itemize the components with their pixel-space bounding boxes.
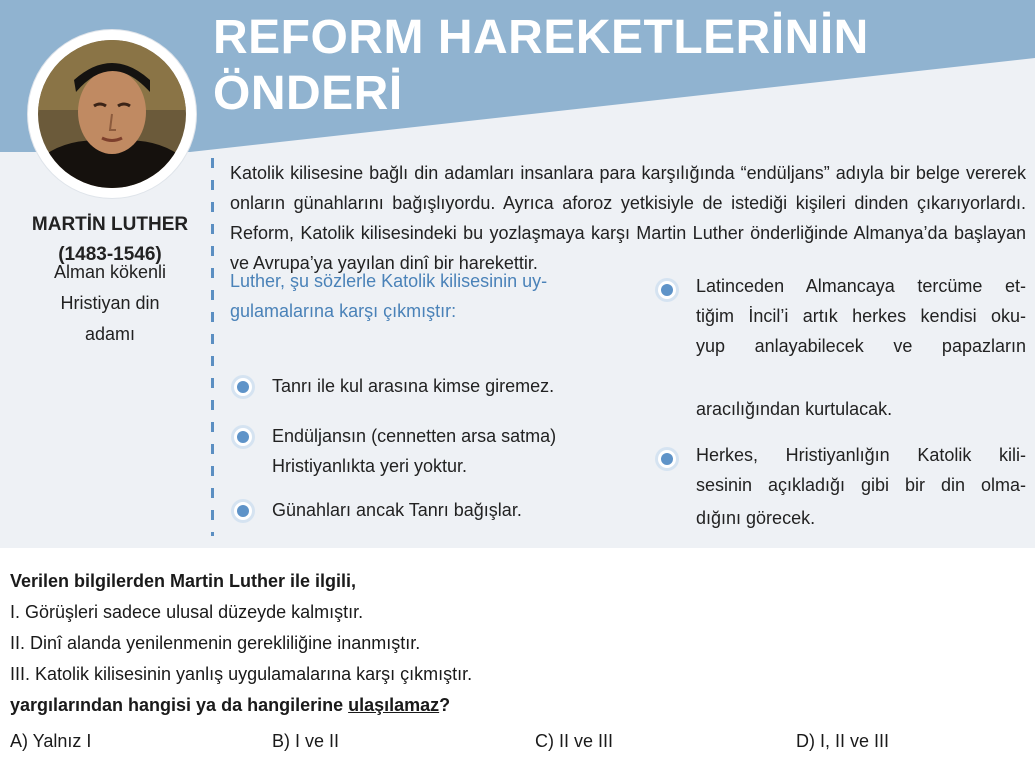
bullet-icon: [231, 425, 255, 449]
statement-3: III. Katolik kilisesinin yanlış uygulamalarına karşı çıkmıştır.: [10, 664, 473, 684]
bullet-icon: [655, 278, 679, 302]
quote-item-2: [272, 421, 632, 481]
quote-item-3-text: Günahları ancak Tanrı bağışlar.: [272, 500, 522, 520]
quote-item-3: [272, 495, 632, 525]
bullet-icon: [231, 375, 255, 399]
dashed-divider: [211, 158, 214, 536]
quote-item-2-line-2: Hristiyanlıkta yeri yoktur.: [272, 456, 468, 476]
question-ask-prefix: yargılarından hangisi ya da hangilerine: [10, 695, 349, 715]
option-d[interactable]: D) I, II ve III: [796, 731, 890, 751]
quote-item-5-line-3: dığını görecek.: [696, 508, 816, 528]
question-ask-suffix: ?: [439, 695, 451, 715]
quote-item-5-line-1: Herkes, Hristiyanlığın Katolik kili-: [696, 445, 1026, 465]
statement-2: II. Dinî alanda yenilenmenin gerekliliğine inanmıştır.: [10, 633, 421, 653]
question-block: [10, 566, 1020, 721]
option-c[interactable]: C) II ve III: [535, 731, 614, 751]
quote-item-4-end: [696, 394, 1026, 424]
question-ask-keyword: ulaşılamaz: [348, 695, 440, 715]
statement-1: I. Görüşleri sadece ulusal düzeyde kalmıştır.: [10, 602, 364, 622]
bullet-icon: [231, 499, 255, 523]
intro-paragraph: Katolik kilisesine bağlı din adamları insanlara para karşılığında “endüljans” adıyla bir belge vererek onların günahlarını bağışlıyordu. Ayrıca aforoz yetkisiyle de istediği kişileri dinden çıkarıyorlardı. Reform, Katolik kilisesindeki bu yozlaşmaya karşı Martin Luther önderliğinde Almanya’da başlayan ve Avrupa’ya yayılan dinî bir harekettir.: [230, 163, 1026, 273]
quote-item-4-line-2: tiğim İncil’i artık herkes kendisi oku-: [696, 306, 1026, 326]
quote-intro-line-2: gulamalarına karşı çıkmıştır:: [230, 301, 457, 321]
quote-intro-line-1: Luther, şu sözlerle Katolik kilisesinin uy-: [230, 271, 548, 291]
person-name: MARTİN LUTHER: [31, 214, 189, 235]
quote-item-4-line-1: Latinceden Almancaya tercüme et-: [696, 276, 1026, 296]
answer-options: [10, 731, 1025, 759]
person-years: (1483-1546): [58, 244, 162, 265]
portrait-image: [38, 40, 186, 188]
bullet-icon: [655, 447, 679, 471]
title-line-2: ÖNDERİ: [213, 67, 403, 120]
person-description: [25, 257, 195, 350]
quote-item-1: [272, 371, 632, 401]
question-stem: Verilen bilgilerden Martin Luther ile ilgili,: [10, 571, 357, 591]
question-ask: [10, 690, 1020, 721]
quote-item-4-line-4: aracılığından kurtulacak.: [696, 399, 893, 419]
desc-line-1: Alman kökenli: [53, 262, 167, 282]
page-title: [213, 10, 973, 122]
quote-intro: [230, 266, 620, 326]
desc-line-2: Hristiyan din: [60, 293, 160, 313]
quote-item-1-text: Tanrı ile kul arasına kimse giremez.: [272, 376, 555, 396]
desc-line-3: adamı: [84, 324, 136, 344]
quote-item-5-line-2: sesinin açıkladığı gibi bir din olma-: [696, 475, 1026, 495]
quote-item-5-end: [696, 503, 1026, 533]
quote-item-4-line-3: yup anlayabilecek ve papazların: [696, 336, 1026, 356]
quote-item-4: [696, 271, 1026, 361]
option-b[interactable]: B) I ve II: [272, 731, 340, 751]
option-a[interactable]: A) Yalnız I: [10, 731, 92, 751]
quote-item-2-line-1: Endüljansın (cennetten arsa satma): [272, 426, 557, 446]
title-line-1: REFORM HAREKETLERİNİN: [213, 11, 869, 64]
quote-item-5: [696, 440, 1026, 500]
